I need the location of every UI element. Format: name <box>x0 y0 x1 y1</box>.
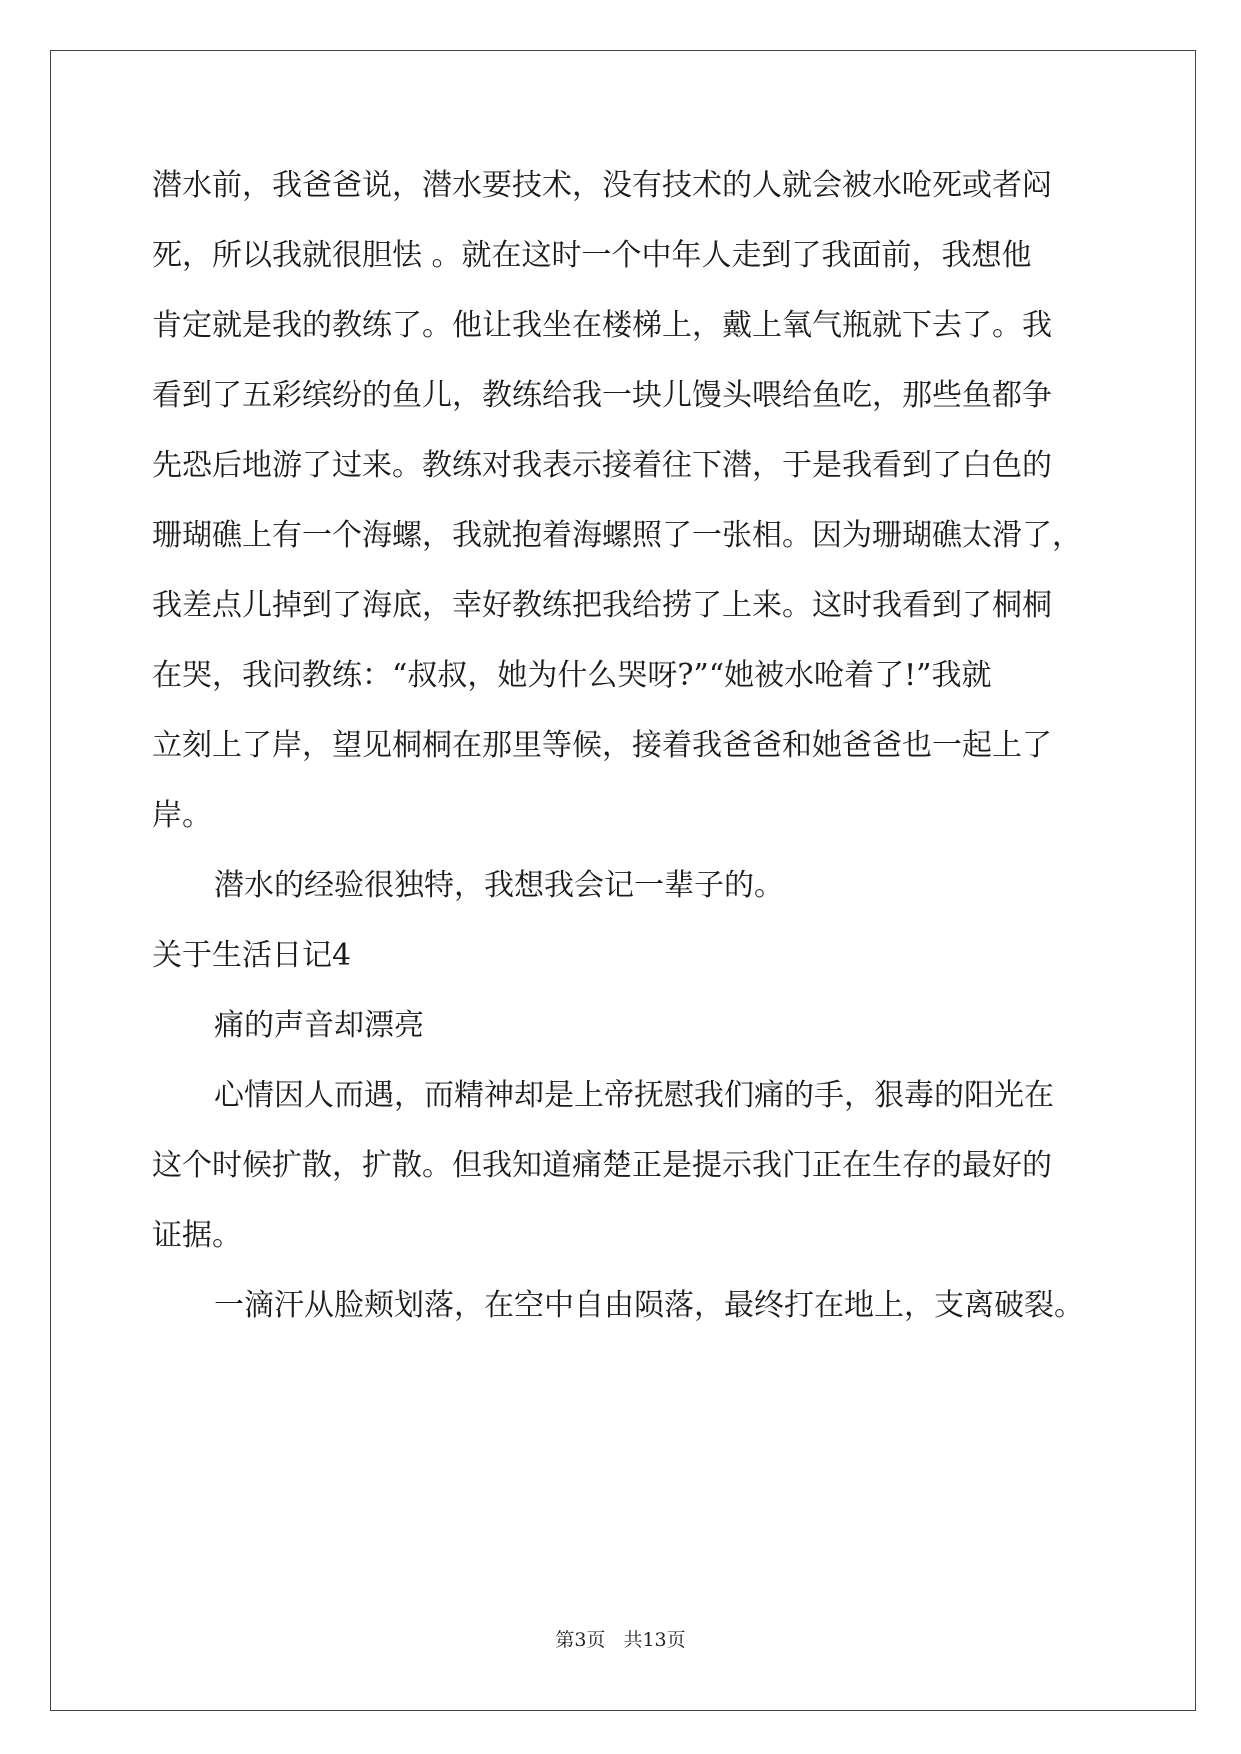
section-heading: 关于生活日记4 <box>152 938 352 973</box>
paragraph-line: 潜水前，我爸爸说，潜水要技术，没有技术的人就会被水呛死或者闷 <box>152 168 1052 203</box>
paragraph-line: 死，所以我就很胆怯 。就在这时一个中年人走到了我面前，我想他 <box>152 238 1032 273</box>
paragraph-line: 立刻上了岸，望见桐桐在那里等候，接着我爸爸和她爸爸也一起上了 <box>152 728 1052 763</box>
paragraph-line: 先恐后地游了过来。教练对我表示接着往下潜，于是我看到了白色的 <box>152 448 1052 483</box>
paragraph-line: 肯定就是我的教练了。他让我坐在楼梯上，戴上氧气瓶就下去了。我 <box>152 308 1052 343</box>
page-number: 第3页 <box>555 1629 606 1651</box>
paragraph-line: 心情因人而遇，而精神却是上帝抚慰我们痛的手，狠毒的阳光在 <box>214 1078 1054 1113</box>
paragraph-line: 证据。 <box>152 1218 242 1253</box>
paragraph-line: 岸。 <box>152 798 212 833</box>
paragraph-line: 这个时候扩散，扩散。但我知道痛楚正是提示我门正在生存的最好的 <box>152 1148 1052 1183</box>
paragraph-line: 潜水的经验很独特，我想我会记一辈子的。 <box>214 868 784 903</box>
paragraph-line: 我差点儿掉到了海底，幸好教练把我给捞了上来。这时我看到了桐桐 <box>152 588 1052 623</box>
page-footer <box>0 1625 1241 1652</box>
paragraph-line: 珊瑚礁上有一个海螺，我就抱着海螺照了一张相。因为珊瑚礁太滑了， <box>152 518 1082 553</box>
article-title: 痛的声音却漂亮 <box>214 1008 424 1043</box>
page-total: 共13页 <box>623 1629 686 1651</box>
paragraph-line: 看到了五彩缤纷的鱼儿，教练给我一块儿馒头喂给鱼吃，那些鱼都争 <box>152 378 1052 413</box>
paragraph-line: 在哭，我问教练：“叔叔，她为什么哭呀?”“她被水呛着了!”我就 <box>152 658 992 693</box>
paragraph-line: 一滴汗从脸颊划落，在空中自由陨落，最终打在地上，支离破裂。 <box>214 1288 1084 1323</box>
